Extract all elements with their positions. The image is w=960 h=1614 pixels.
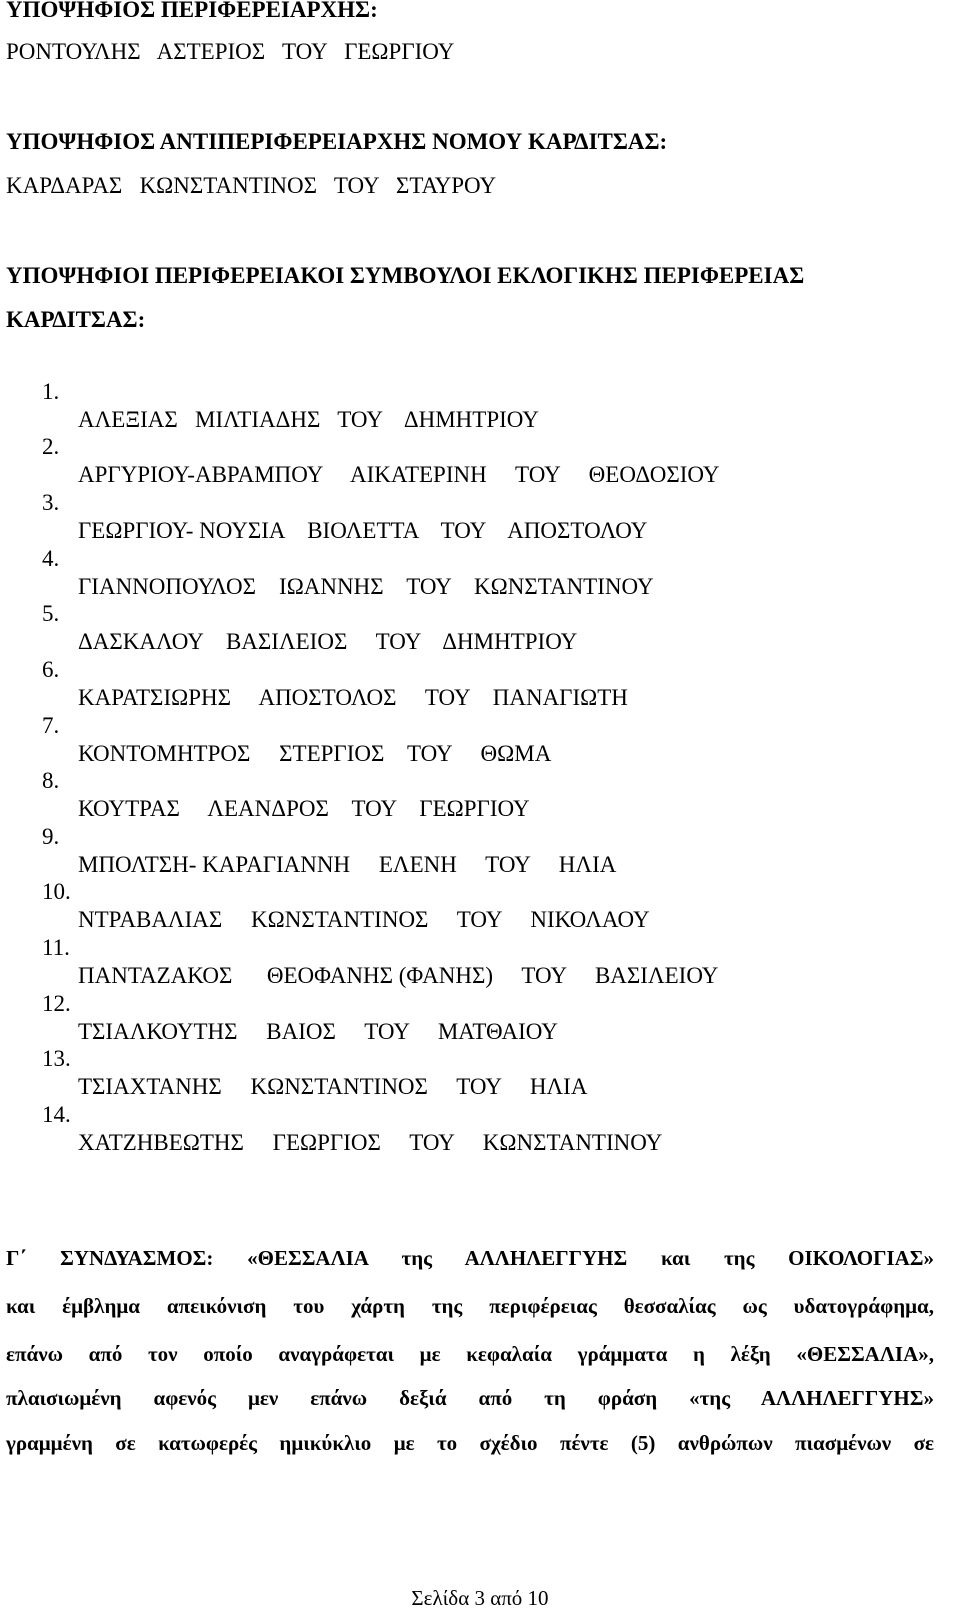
deputy-governor-name: ΚΑΡΔΑΡΑΣ ΚΩΝΣΤΑΝΤΙΝΟΣ ΤΟΥ ΣΤΑΥΡΟΥ xyxy=(6,173,497,198)
list-item-number: 4. xyxy=(42,546,60,571)
list-item-number: 6. xyxy=(42,657,60,682)
list-item-number: 14. xyxy=(42,1102,71,1127)
list-item-number: 12. xyxy=(42,991,71,1016)
list-item-name: ΤΣΙΑΛΚΟΥΤΗΣ ΒΑΙΟΣ ΤΟΥ ΜΑΤΘΑΙΟΥ xyxy=(78,1019,558,1044)
list-item-name: ΜΠΟΛΤΣΗ- ΚΑΡΑΓΙΑΝΝΗ ΕΛΕΝΗ ΤΟΥ ΗΛΙΑ xyxy=(78,852,617,877)
governor-heading: ΥΠΟΨΗΦΙΟΣ ΠΕΡΙΦΕΡΕΙΑΡΧΗΣ: xyxy=(6,0,378,22)
coalition-c-line-5: γραμμένη σε κατωφερές ημικύκλιο με το σχέδιο πέντε (5) ανθρώπων πιασμένων σε xyxy=(6,1431,934,1455)
page-number-footer: Σελίδα 3 από 10 xyxy=(411,1586,549,1610)
list-item-number: 2. xyxy=(42,434,60,459)
list-item-number: 9. xyxy=(42,824,60,849)
councillors-heading-line-1: ΥΠΟΨΗΦΙΟΙ ΠΕΡΙΦΕΡΕΙΑΚΟΙ ΣΥΜΒΟΥΛΟΙ ΕΚΛΟΓΙΚΗΣ ΠΕΡΙΦΕΡΕΙΑΣ xyxy=(6,263,805,288)
list-item-name: ΝΤΡΑΒΑΛΙΑΣ ΚΩΝΣΤΑΝΤΙΝΟΣ ΤΟΥ ΝΙΚΟΛΑΟΥ xyxy=(78,907,650,932)
list-item-number: 13. xyxy=(42,1046,71,1071)
list-item-name: ΔΑΣΚΑΛΟΥ ΒΑΣΙΛΕΙΟΣ ΤΟΥ ΔΗΜΗΤΡΙΟΥ xyxy=(78,629,578,654)
coalition-c-line-2: και έμβλημα απεικόνιση του χάρτη της περιφέρειας θεσσαλίας ως υδατογράφημα, xyxy=(6,1294,934,1318)
list-item-name: ΠΑΝΤΑΖΑΚΟΣ ΘΕΟΦΑΝΗΣ (ΦΑΝΗΣ) ΤΟΥ ΒΑΣΙΛΕΙΟΥ xyxy=(78,963,719,988)
list-item-number: 5. xyxy=(42,601,60,626)
list-item-name: ΑΛΕΞΙΑΣ ΜΙΛΤΙΑΔΗΣ ΤΟΥ ΔΗΜΗΤΡΙΟΥ xyxy=(78,407,539,432)
list-item-number: 10. xyxy=(42,879,71,904)
list-item-name: ΓΕΩΡΓΙΟΥ- ΝΟΥΣΙΑ ΒΙΟΛΕΤΤΑ ΤΟΥ ΑΠΟΣΤΟΛΟΥ xyxy=(78,518,648,543)
list-item-number: 3. xyxy=(42,490,60,515)
governor-name: ΡΟΝΤΟΥΛΗΣ ΑΣΤΕΡΙΟΣ ΤΟΥ ΓΕΩΡΓΙΟΥ xyxy=(6,39,455,64)
list-item-name: ΓΙΑΝΝΟΠΟΥΛΟΣ ΙΩΑΝΝΗΣ ΤΟΥ ΚΩΝΣΤΑΝΤΙΝΟΥ xyxy=(78,574,654,599)
list-item-name: ΧΑΤΖΗΒΕΩΤΗΣ ΓΕΩΡΓΙΟΣ ΤΟΥ ΚΩΝΣΤΑΝΤΙΝΟΥ xyxy=(78,1130,663,1155)
councillors-heading-line-2: ΚΑΡΔΙΤΣΑΣ: xyxy=(6,307,146,332)
list-item-name: ΚΟΥΤΡΑΣ ΛΕΑΝΔΡΟΣ ΤΟΥ ΓΕΩΡΓΙΟΥ xyxy=(78,796,530,821)
coalition-c-line-1: Γ΄ ΣΥΝΔΥΑΣΜΟΣ: «ΘΕΣΣΑΛΙΑ της ΑΛΛΗΛΕΓΓΥΗΣ και της ΟΙΚΟΛΟΓΙΑΣ» xyxy=(6,1246,934,1270)
list-item-number: 1. xyxy=(42,379,60,404)
list-item-name: ΑΡΓΥΡΙΟΥ-ΑΒΡΑΜΠΟΥ ΑΙΚΑΤΕΡΙΝΗ ΤΟΥ ΘΕΟΔΟΣΙΟΥ xyxy=(78,462,720,487)
list-item-name: ΚΑΡΑΤΣΙΩΡΗΣ ΑΠΟΣΤΟΛΟΣ ΤΟΥ ΠΑΝΑΓΙΩΤΗ xyxy=(78,685,628,710)
list-item-name: ΤΣΙΑΧΤΑΝΗΣ ΚΩΝΣΤΑΝΤΙΝΟΣ ΤΟΥ ΗΛΙΑ xyxy=(78,1074,588,1099)
list-item-number: 8. xyxy=(42,768,60,793)
coalition-c-line-3: επάνω από τον οποίο αναγράφεται με κεφαλαία γράμματα η λέξη «ΘΕΣΣΑΛΙΑ», xyxy=(6,1342,934,1366)
list-item-number: 11. xyxy=(42,935,70,960)
list-item-name: ΚΟΝΤΟΜΗΤΡΟΣ ΣΤΕΡΓΙΟΣ ΤΟΥ ΘΩΜΑ xyxy=(78,741,552,766)
deputy-governor-heading: ΥΠΟΨΗΦΙΟΣ ΑΝΤΙΠΕΡΙΦΕΡΕΙΑΡΧΗΣ ΝΟΜΟΥ ΚΑΡΔΙΤΣΑΣ: xyxy=(6,129,668,154)
coalition-c-line-4: πλαισιωμένη αφενός μεν επάνω δεξιά από τη φράση «της ΑΛΛΗΛΕΓΓΥΗΣ» xyxy=(6,1386,934,1410)
list-item-number: 7. xyxy=(42,713,60,738)
